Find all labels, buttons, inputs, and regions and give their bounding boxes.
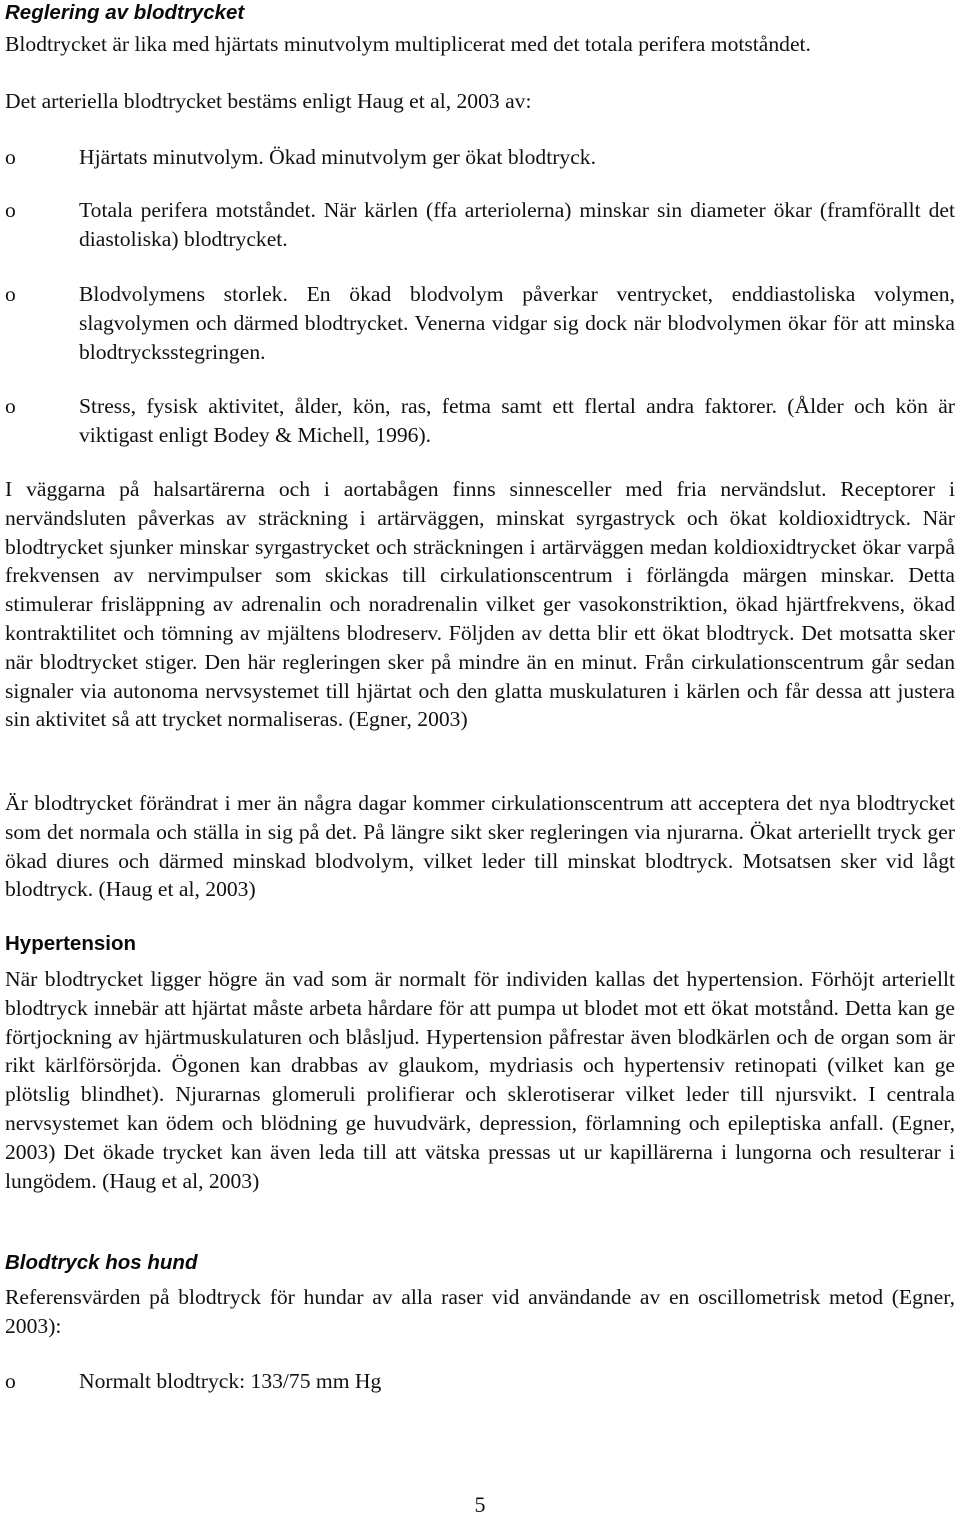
bullet-item [5, 392, 955, 450]
bullet-item [5, 196, 955, 254]
heading-hypertension: Hypertension [5, 932, 136, 955]
bullet-item [5, 1367, 955, 1396]
bullet-text: Hjärtats minutvolym. Ökad minutvolym ger ökat blodtryck. [79, 145, 596, 169]
bullet-text: Totala perifera motståndet. När kärlen (ffa arteriolerna) minskar sin diameter ökar (framförallt det diastoliska) blodtrycket. [79, 198, 955, 251]
bullet-item [5, 280, 955, 366]
heading-reglering: Reglering av blodtrycket [5, 1, 245, 24]
bullet-text: Normalt blodtryck: 133/75 mm Hg [79, 1369, 382, 1393]
paragraph-referensvarden: Referensvärden på blodtryck för hundar av alla raser vid användande av en oscillometrisk metod (Egner, 2003): [5, 1285, 955, 1338]
bullet-marker: o [5, 282, 16, 306]
bullet-marker: o [5, 394, 16, 418]
bullet-text: Stress, fysisk aktivitet, ålder, kön, ras, fetma samt ett flertal andra faktorer. (Ålder och kön är viktigast enligt Bodey & Michell, 1996). [79, 394, 955, 447]
intro-paragraph: Blodtrycket är lika med hjärtats minutvolym multiplicerat med det totala perifera motståndet. [5, 32, 811, 56]
lead-paragraph: Det arteriella blodtrycket bestäms enligt Haug et al, 2003 av: [5, 89, 532, 113]
bullet-marker: o [5, 198, 16, 222]
paragraph-hypertension: När blodtrycket ligger högre än vad som är normalt för individen kallas det hypertension. Förhöjt arteriellt blodtryck innebär att hjärtat måste arbeta hårdare för att pumpa ut blodet mot ett ökat motstånd. Detta kan ge förtjockning av hjärtmuskulaturen och blåsljud. Hypertension påfrestar även blodkärlen och de organ som är rikt kärlförsörjda. Ögonen kan drabbas av glaukom, mydriasis och hypertensiv retinopati (vilket kan ge plötslig blindhet). Njurarnas glomeruli prolifierar och sklerotiserar vilket leder till njursvikt. I centrala nervsystemet kan ödem och blödning ge huvudvärk, depression, förlamning och epileptiska anfall. (Egner, 2003) Det ökade trycket kan även leda till att vätska pressas ut ur kapillärerna i lungorna och resulterar i lungödem. (Haug et al, 2003) [5, 967, 955, 1193]
paragraph-adaptation: Är blodtrycket förändrat i mer än några dagar kommer cirkulationscentrum att acceptera det nya blodtrycket som det normala och ställa in sig på det. På längre sikt sker regleringen via njurarna. Ökat arteriellt tryck ger ökad diures och därmed minskad blodvolym, vilket leder till minskat blodtryck. Motsatsen sker vid lågt blodtryck. (Haug et al, 2003) [5, 791, 955, 902]
heading-blodtryck-hund: Blodtryck hos hund [5, 1251, 198, 1274]
paragraph-receptors: I väggarna på halsartärerna och i aortabågen finns sinnesceller med fria nervändslut. Receptorer i nervändsluten påverkas av sträckning i artärväggen, minskat syrgastryck och ökat koldioxidtryck. När blodtrycket sjunker minskar syrgastrycket och sträckningen i artärväggen medan koldioxidtrycket ökar varpå frekvensen av nervimpulser som skickas till cirkulationscentrum i förlängda märgen minskar. Detta stimulerar frisläppning av adrenalin och noradrenalin vilket ger vasokonstriktion, ökad hjärtfrekvens, ökad kontraktilitet och tömning av mjältens blodreserv. Följden av detta blir ett ökat blodtryck. Det motsatta sker när blodtrycket stiger. Den här regleringen sker på mindre än en minut. Från cirkulationscentrum går sedan signaler via autonoma nervsystemet till hjärtat och den glatta muskulaturen i kärlen och får dessa att justera sin aktivitet så att trycket normaliseras. (Egner, 2003) [5, 477, 955, 732]
bullet-item [5, 143, 955, 172]
page-number: 5 [474, 1492, 486, 1517]
bullet-text: Blodvolymens storlek. En ökad blodvolym påverkar ventrycket, enddiastoliska volymen, slagvolymen och därmed blodtrycket. Venerna vidgar sig dock när blodvolymen ökar för att minska blodtrycksstegringen. [79, 282, 955, 364]
bullet-marker: o [5, 145, 16, 169]
bullet-marker: o [5, 1369, 16, 1393]
